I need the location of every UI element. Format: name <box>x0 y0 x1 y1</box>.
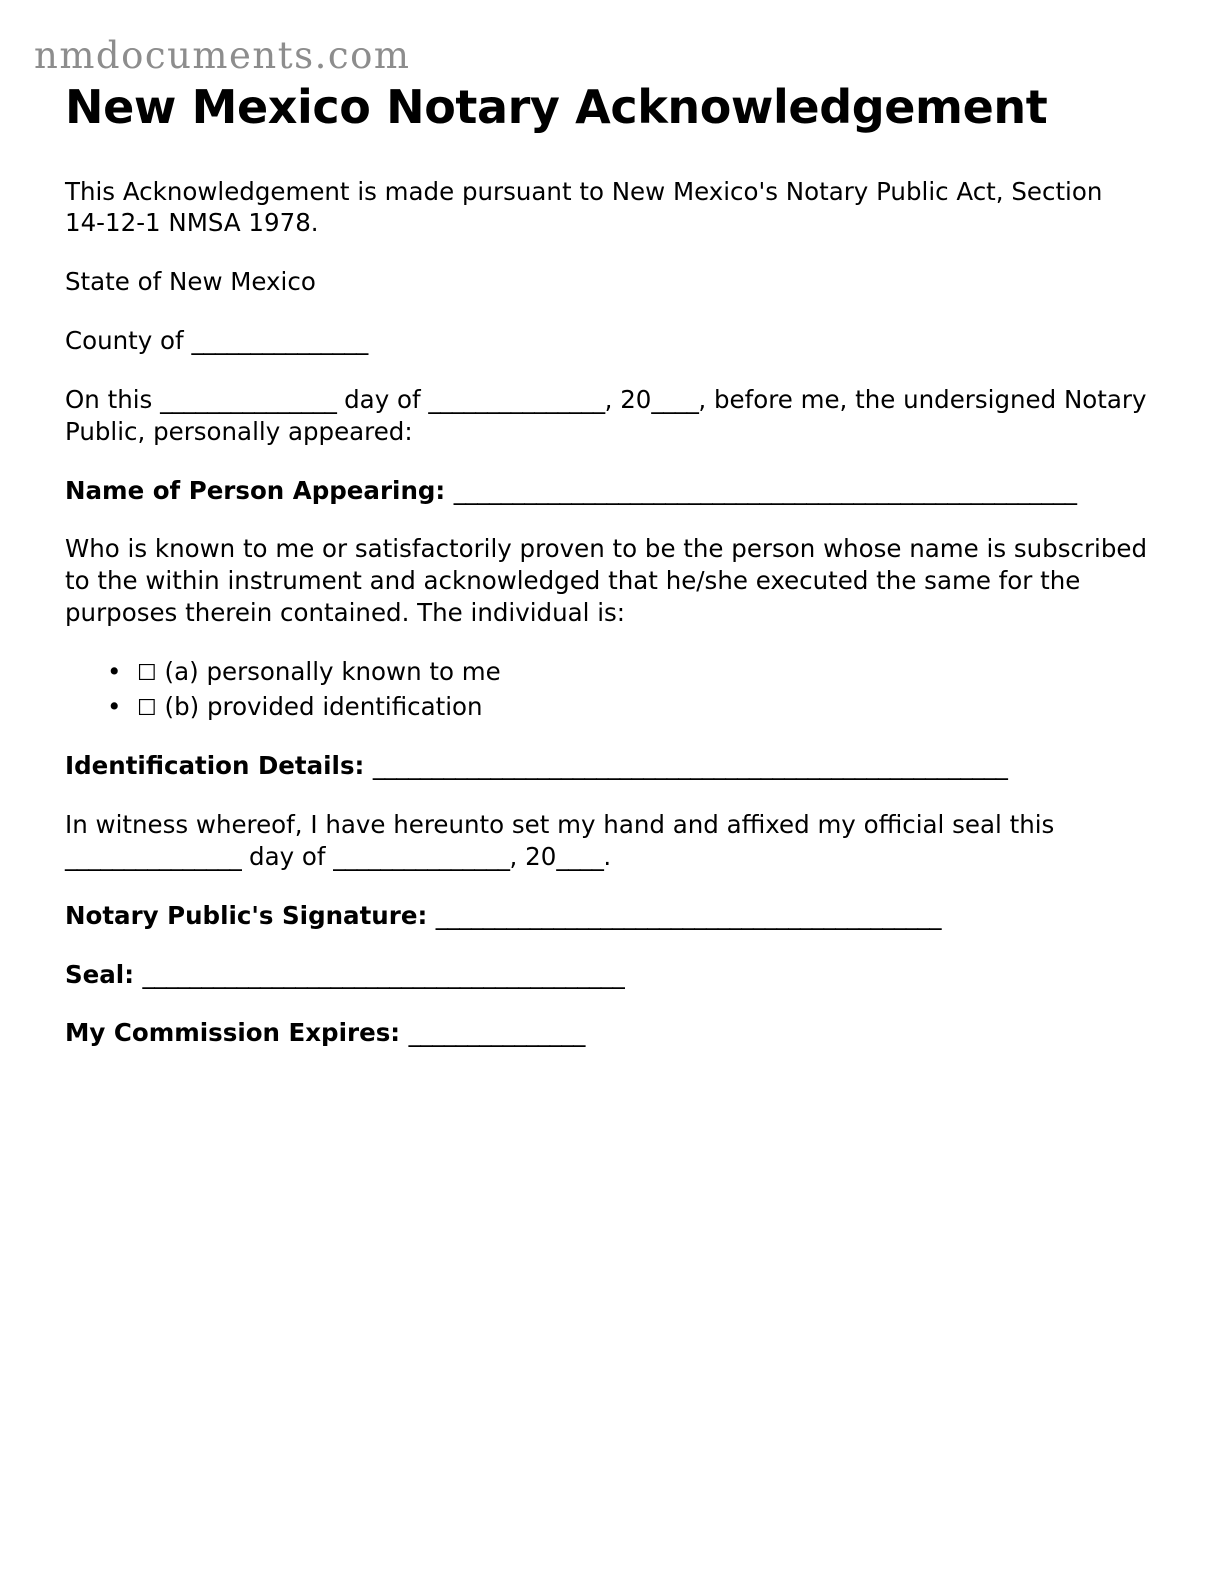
checkbox-icon[interactable]: ☐ <box>137 660 157 686</box>
on-this-prefix: On this <box>65 384 161 414</box>
witness-year-prefix: , 20 <box>509 841 557 871</box>
on-this-year-prefix: , 20 <box>604 384 652 414</box>
witness-month-blank[interactable]: _______________ <box>333 841 510 871</box>
notary-signature-label: Notary Public's Signature: <box>65 900 436 930</box>
identification-details-line <box>65 750 1150 782</box>
witness-suffix: . <box>603 841 612 871</box>
notary-signature-line <box>65 900 1150 932</box>
site-watermark: nmdocuments.com <box>34 34 411 77</box>
name-of-person-appearing-label: Name of Person Appearing: <box>65 475 454 505</box>
witness-whereof-paragraph <box>65 809 1150 873</box>
county-label: County of <box>65 326 192 356</box>
on-this-date-line <box>65 384 1150 448</box>
witness-year-blank[interactable]: ____ <box>556 841 604 871</box>
witness-prefix: In witness whereof, I have hereunto set my hand and affixed my official seal this <box>65 809 1055 839</box>
county-line <box>65 325 1150 357</box>
name-of-person-appearing-blank[interactable]: _____________________________________________________ <box>453 475 1077 505</box>
acknowledgement-month-blank[interactable]: _______________ <box>428 384 605 414</box>
on-this-day-of: day of <box>336 384 429 414</box>
identification-details-label: Identification Details: <box>65 751 373 781</box>
document-content <box>65 82 1150 1076</box>
commission-expires-line <box>65 1017 1150 1049</box>
list-item[interactable] <box>107 656 1150 689</box>
name-of-person-appearing-line <box>65 475 1150 507</box>
choice-label-b: (b) provided identification <box>156 691 483 721</box>
identification-choice-list <box>65 656 1150 723</box>
on-this-suffix: , before me, the undersigned Notary Public, personally appeared: <box>65 384 1147 446</box>
commission-expires-label: My Commission Expires: <box>65 1018 409 1048</box>
notary-signature-blank[interactable]: ___________________________________________ <box>435 900 942 930</box>
commission-expires-blank[interactable]: _______________ <box>408 1018 585 1048</box>
state-line: State of New Mexico <box>65 267 316 297</box>
acknowledgement-day-blank[interactable]: _______________ <box>160 384 337 414</box>
witness-day-blank[interactable]: _______________ <box>65 841 242 871</box>
seal-line <box>65 959 1150 991</box>
witness-day-of: day of <box>241 841 334 871</box>
checkbox-icon[interactable]: ☐ <box>137 695 157 721</box>
choice-label-a: (a) personally known to me <box>156 656 501 686</box>
known-to-me-paragraph: Who is known to me or satisfactorily proven to be the person whose name is subscribed to the within instrument and acknowledged that he/she executed the same for the purposes therein contained. The individual is: <box>65 534 1148 628</box>
identification-details-blank[interactable]: ______________________________________________________ <box>372 751 1008 781</box>
seal-label: Seal: <box>65 959 143 989</box>
list-item[interactable] <box>107 691 1150 724</box>
county-blank-field[interactable]: _______________ <box>191 326 368 356</box>
intro-paragraph: This Acknowledgement is made pursuant to New Mexico's Notary Public Act, Section 14-12-1 NMSA 1978. <box>65 176 1103 238</box>
bullet-icon: • <box>107 656 122 686</box>
seal-blank[interactable]: _________________________________________ <box>142 959 625 989</box>
bullet-icon: • <box>107 691 122 721</box>
acknowledgement-year-blank[interactable]: ____ <box>651 384 699 414</box>
page-title: New Mexico Notary Acknowledgement <box>65 80 1048 134</box>
